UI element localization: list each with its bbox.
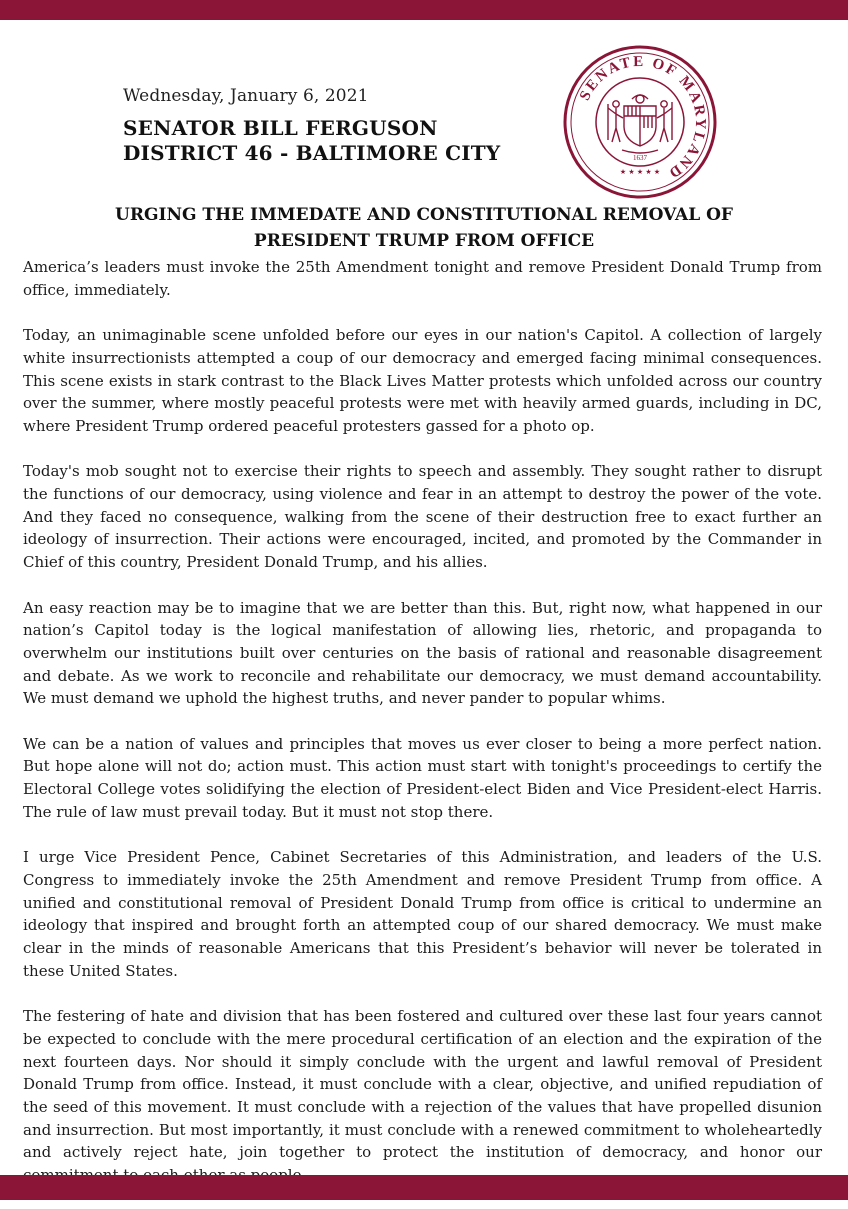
- headline-line-1: URGING THE IMMEDATE AND CONSTITUTIONAL REMOVAL OF: [115, 205, 733, 225]
- paragraph: An easy reaction may be to imagine that we are better than this. But, right now, what happened in our nation’s Capitol today is the logical manifestation of allowing lies, rhetoric, and propaganda to overwhelm our institutions built over centuries on the basis of rational and reasonable disagreement and debate. As we work to reconcile and rehabilitate our democracy, we must demand accountability. We must demand we uphold the highest truths, and never pander to popular whims.: [23, 598, 822, 708]
- paragraph: Today, an unimaginable scene unfolded before our eyes in our nation's Capitol. A collection of largely white insurrectionists attempted a coup of our democracy and emerged facing minimal consequences. This scene exists in stark contrast to the Black Lives Matter protests which unfolded across our country over the summer, where mostly peaceful protests were met with heavily armed guards, including in DC, where President Trump ordered peaceful protesters gassed for a photo op.: [23, 326, 822, 435]
- district-line: DISTRICT 46 - BALTIMORE CITY: [123, 141, 501, 165]
- sender-block: [123, 116, 500, 166]
- senate-of-maryland-seal: [562, 44, 718, 200]
- letterhead: [123, 86, 500, 166]
- svg-text:★ ★ ★ ★ ★: ★ ★ ★ ★ ★: [619, 168, 661, 176]
- top-accent-band: [0, 0, 848, 20]
- headline-line-2: PRESIDENT TRUMP FROM OFFICE: [253, 231, 595, 251]
- headline: [24, 202, 824, 254]
- seal-lettering: SENATE OF MARYLAND: [576, 53, 709, 182]
- bottom-accent-band: [0, 1175, 848, 1200]
- paragraph: The festering of hate and division that has been fostered and cultured over these last four years cannot be expected to conclude with the mere procedural certification of an election and the expiration of the next fourteen days. Nor should it simply conclude with the urgent and lawful removal of President Donald Trump from office. Instead, it must conclude with a clear, objective, and unified repudiation of the seed of this movement. It must conclude with a rejection of the values that have propelled disunion and insurrection. But most importantly, it must conclude with a renewed commitment to wholeheartedly and actively reject hate, join together to protect the institution of democracy, and honor our: [23, 1007, 822, 1162]
- paragraph: Today's mob sought not to exercise their rights to speech and assembly. They sought rather to disrupt the functions of our democracy, using violence and fear in an attempt to destroy the power of the vote. And they faced no consequence, walking from the scene of their destruction free to exact further an ideology of insurrection. Their actions were encouraged, incited, and promoted by the Commander in Chief of this country, President Donald Trump, and his allies.: [23, 462, 822, 572]
- paragraph: I urge Vice President Pence, Cabinet Secretaries of this Administration, and leaders of the U.S. Congress to immediately invoke the 25th Amendment and remove President Trump from office. A unified and constitutional removal of President Donald Trump from office is critical to undermine an ideology that inspired and brought forth an attempted coup of our shared democracy. We must make clear in the minds of reasonable Americans that this President’s behavior will never be tolerated in these United States.: [23, 848, 822, 980]
- release-date: Wednesday, January 6, 2021: [123, 86, 369, 106]
- seal-stars: [620, 168, 660, 176]
- paragraph: We can be a nation of values and principles that moves us ever closer to being a more perfect nation. But hope alone will not do; action must. This action must start with tonight's proceedings to certify the Electoral College votes solidifying the election of President-elect Biden and Vice President-elect Harris. The rule of law must prevail today. But it must not stop there.: [23, 734, 822, 821]
- paragraph: America’s leaders must invoke the 25th Amendment tonight and remove President Donald Trump from office, immediately.: [23, 258, 822, 299]
- seal-year: 1637: [633, 154, 647, 162]
- senator-name: SENATOR BILL FERGUSON: [123, 116, 438, 140]
- statement-body: [23, 256, 822, 1209]
